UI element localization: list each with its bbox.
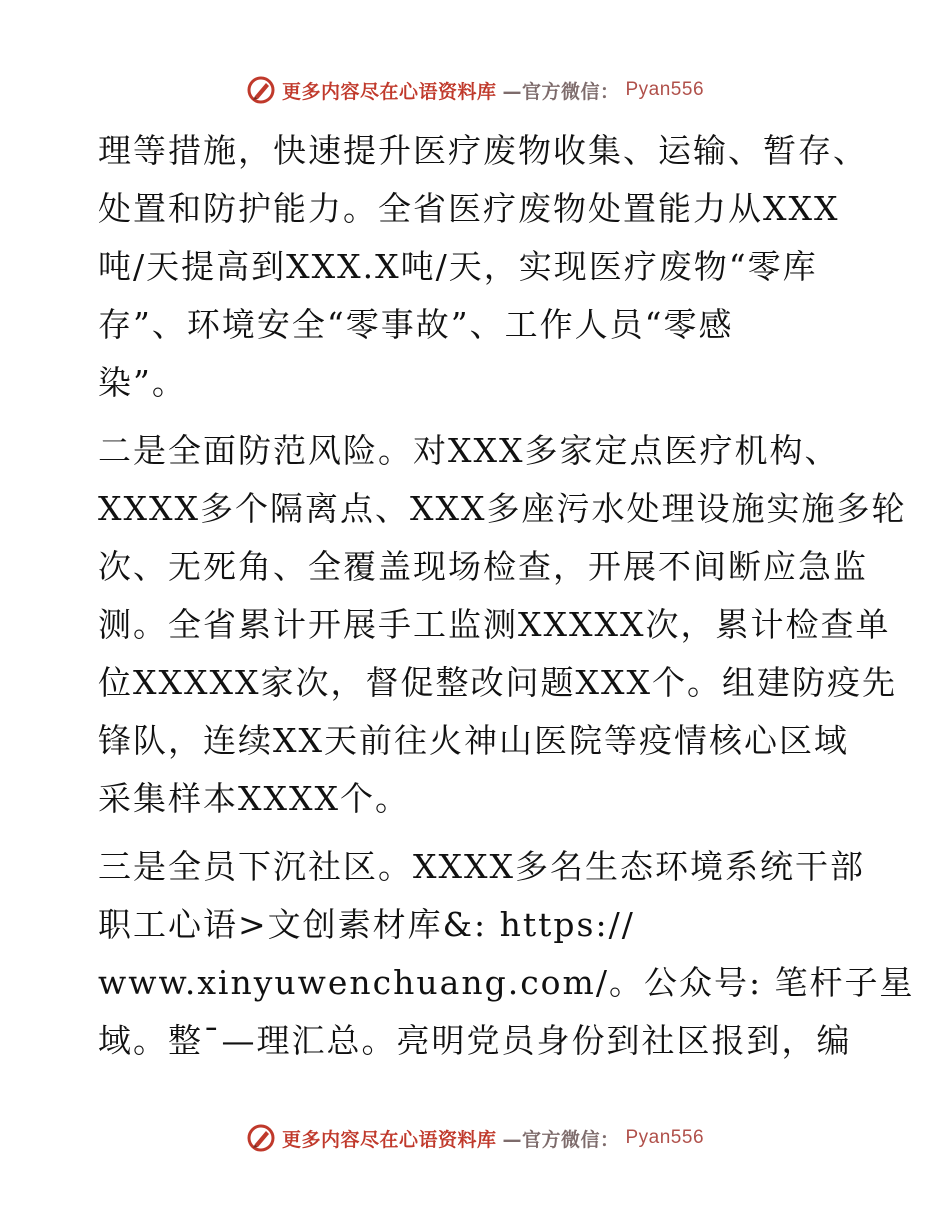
text-line: 锋队，连续XX天前往火神山医院等疫情核心区域 — [98, 721, 849, 760]
text-line: 染”。 — [98, 363, 187, 402]
watermark-label: —官方微信： — [502, 80, 620, 103]
pen-logo-icon — [246, 75, 276, 105]
watermark-label: —官方微信： — [502, 1128, 620, 1151]
paragraph-2 — [98, 422, 907, 828]
text-line: XXXX多个隔离点、XXX多座污水处理设施实施多轮 — [98, 489, 907, 528]
text-line: 理等措施，快速提升医疗废物收集、运输、暂存、 — [98, 131, 868, 170]
watermark-account: Pyan556 — [625, 1127, 705, 1148]
footer-watermark — [0, 1118, 950, 1158]
text-line: 域。整¯—理汇总。亮明党员身份到社区报到，编 — [98, 1021, 852, 1060]
text-line: 吨/天提高到XXX.X吨/天，实现医疗废物“零库 — [98, 247, 818, 286]
paragraph-1 — [98, 122, 868, 412]
watermark-account: Pyan556 — [625, 79, 705, 100]
text-line: 位XXXXX家次，督促整改问题XXX个。组建防疫先 — [98, 663, 897, 702]
pen-logo-icon — [246, 1123, 276, 1153]
document-body — [98, 122, 915, 1070]
text-line: 三是全员下沉社区。XXXX多名生态环境系统干部 — [98, 847, 865, 886]
paragraph-3 — [98, 838, 915, 1070]
text-line: 采集样本XXXX个。 — [98, 779, 410, 818]
text-line: 二是全面防范风险。对XXX多家定点医疗机构、 — [98, 431, 840, 470]
text-line: 处置和防护能力。全省医疗废物处置能力从XXX — [98, 189, 840, 228]
watermark-brand: 更多内容尽在心语资料库 — [281, 80, 497, 103]
text-line: www.xinyuwenchuang.com/。公众号: 笔杆子星 — [98, 963, 915, 1002]
header-watermark — [0, 70, 950, 110]
text-line: 次、无死角、全覆盖现场检查，开展不间断应急监 — [98, 547, 868, 586]
text-line: 测。全省累计开展手工监测XXXXX次，累计检查单 — [98, 605, 891, 644]
text-line: 存”、环境安全“零事故”、工作人员“零感 — [98, 305, 734, 344]
watermark-brand: 更多内容尽在心语资料库 — [281, 1128, 497, 1151]
text-line: 职工心语>文创素材库&: https:// — [98, 905, 635, 944]
